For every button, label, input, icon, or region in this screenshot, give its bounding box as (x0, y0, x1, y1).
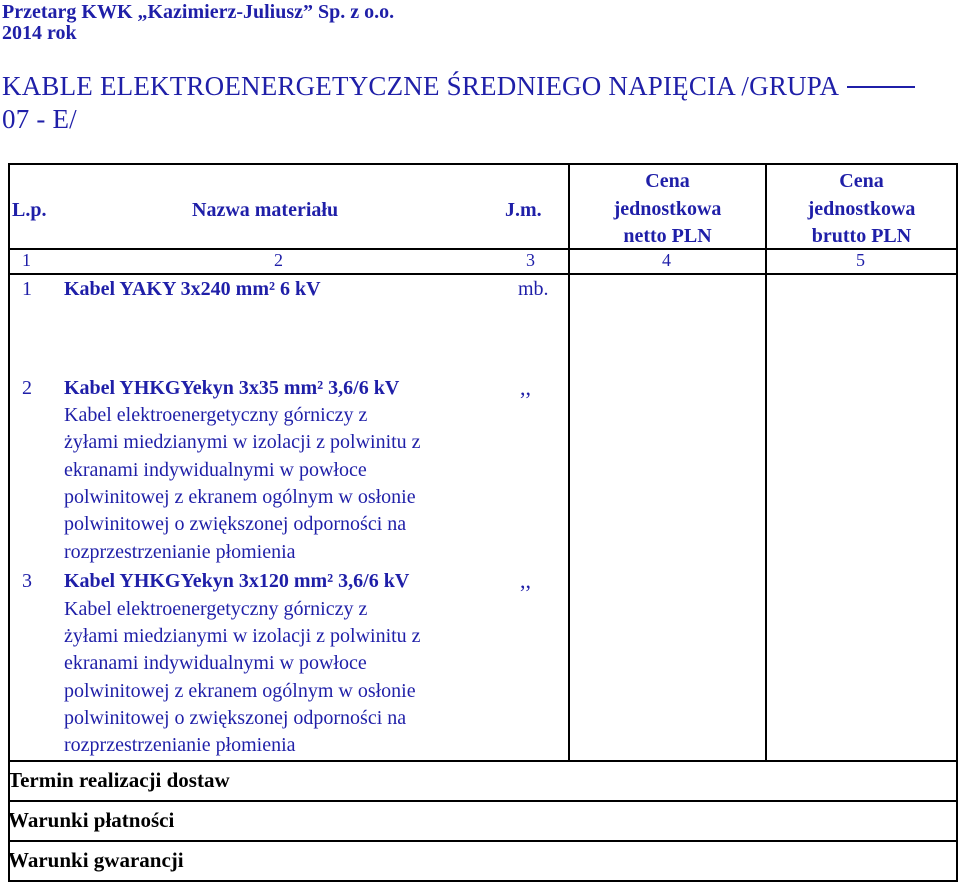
row-description-line: żyłami miedzianymi w izolacji z polwinitu z (64, 431, 421, 453)
row-description-line: ekranami indywidualnymi w powłoce (64, 459, 367, 481)
header-netto-line1: Cena (645, 170, 690, 192)
warranty-terms-label: Warunki gwarancji (8, 848, 184, 872)
row-description-line: rozprzestrzenianie płomienia (64, 734, 296, 756)
table-line (8, 273, 958, 275)
row-description-line: polwinitowej z ekranem ogólnym w osłonie (64, 680, 416, 702)
row-lp: 1 (22, 278, 32, 300)
row-name: Kabel YAKY 3x240 mm² 6 kV (64, 278, 321, 300)
tender-header: Przetarg KWK „Kazimierz-Juliusz” Sp. z o.o. (2, 1, 395, 23)
table-line (568, 163, 570, 762)
row-unit: mb. (518, 278, 549, 300)
row-lp: 3 (22, 570, 32, 592)
header-lp: L.p. (12, 199, 47, 221)
column-number: 4 (662, 250, 671, 270)
tender-year: 2014 rok (2, 22, 77, 44)
table-line (956, 163, 958, 882)
document-title (2, 70, 915, 102)
document-title-group: 07 - E/ (2, 104, 77, 134)
payment-terms-label: Warunki płatności (8, 808, 175, 832)
document-title-text: KABLE ELEKTROENERGETYCZNE ŚREDNIEGO NAPIĘCIA /GRUPA (2, 71, 840, 101)
header-brutto-line3: brutto PLN (811, 225, 912, 247)
row-description-line: żyłami miedzianymi w izolacji z polwinitu z (64, 625, 421, 647)
title-dash (847, 86, 915, 88)
column-number: 3 (526, 250, 535, 270)
row-unit-ditto: ,, (520, 568, 531, 593)
row-name: Kabel YHKGYekyn 3x35 mm² 3,6/6 kV (64, 377, 400, 399)
row-description-line: Kabel elektroenergetyczny górniczy z (64, 598, 368, 620)
header-unit: J.m. (505, 199, 542, 221)
header-netto-line3: netto PLN (623, 225, 712, 247)
delivery-term-label: Termin realizacji dostaw (8, 768, 230, 792)
table-line (8, 840, 958, 842)
row-description-line: polwinitowej o zwiększonej odporności na (64, 707, 407, 729)
column-number: 2 (274, 250, 283, 270)
row-lp: 2 (22, 377, 32, 399)
column-number: 5 (856, 250, 865, 270)
row-description-line: polwinitowej o zwiększonej odporności na (64, 513, 407, 535)
header-brutto-line1: Cena (839, 170, 884, 192)
header-name: Nazwa materiału (192, 199, 339, 221)
table-line (765, 163, 767, 762)
table-line (8, 880, 958, 882)
table-line (8, 760, 958, 762)
column-number: 1 (22, 250, 31, 270)
header-brutto-line2: jednostkowa (807, 198, 916, 220)
row-description-line: Kabel elektroenergetyczny górniczy z (64, 404, 368, 426)
row-name: Kabel YHKGYekyn 3x120 mm² 3,6/6 kV (64, 570, 410, 592)
row-unit-ditto: ,, (520, 375, 531, 400)
row-description-line: polwinitowej z ekranem ogólnym w osłonie (64, 486, 416, 508)
table-line (8, 800, 958, 802)
row-description-line: ekranami indywidualnymi w powłoce (64, 652, 367, 674)
row-description-line: rozprzestrzenianie płomienia (64, 541, 296, 563)
table-line (8, 163, 958, 165)
header-netto-line2: jednostkowa (613, 198, 722, 220)
